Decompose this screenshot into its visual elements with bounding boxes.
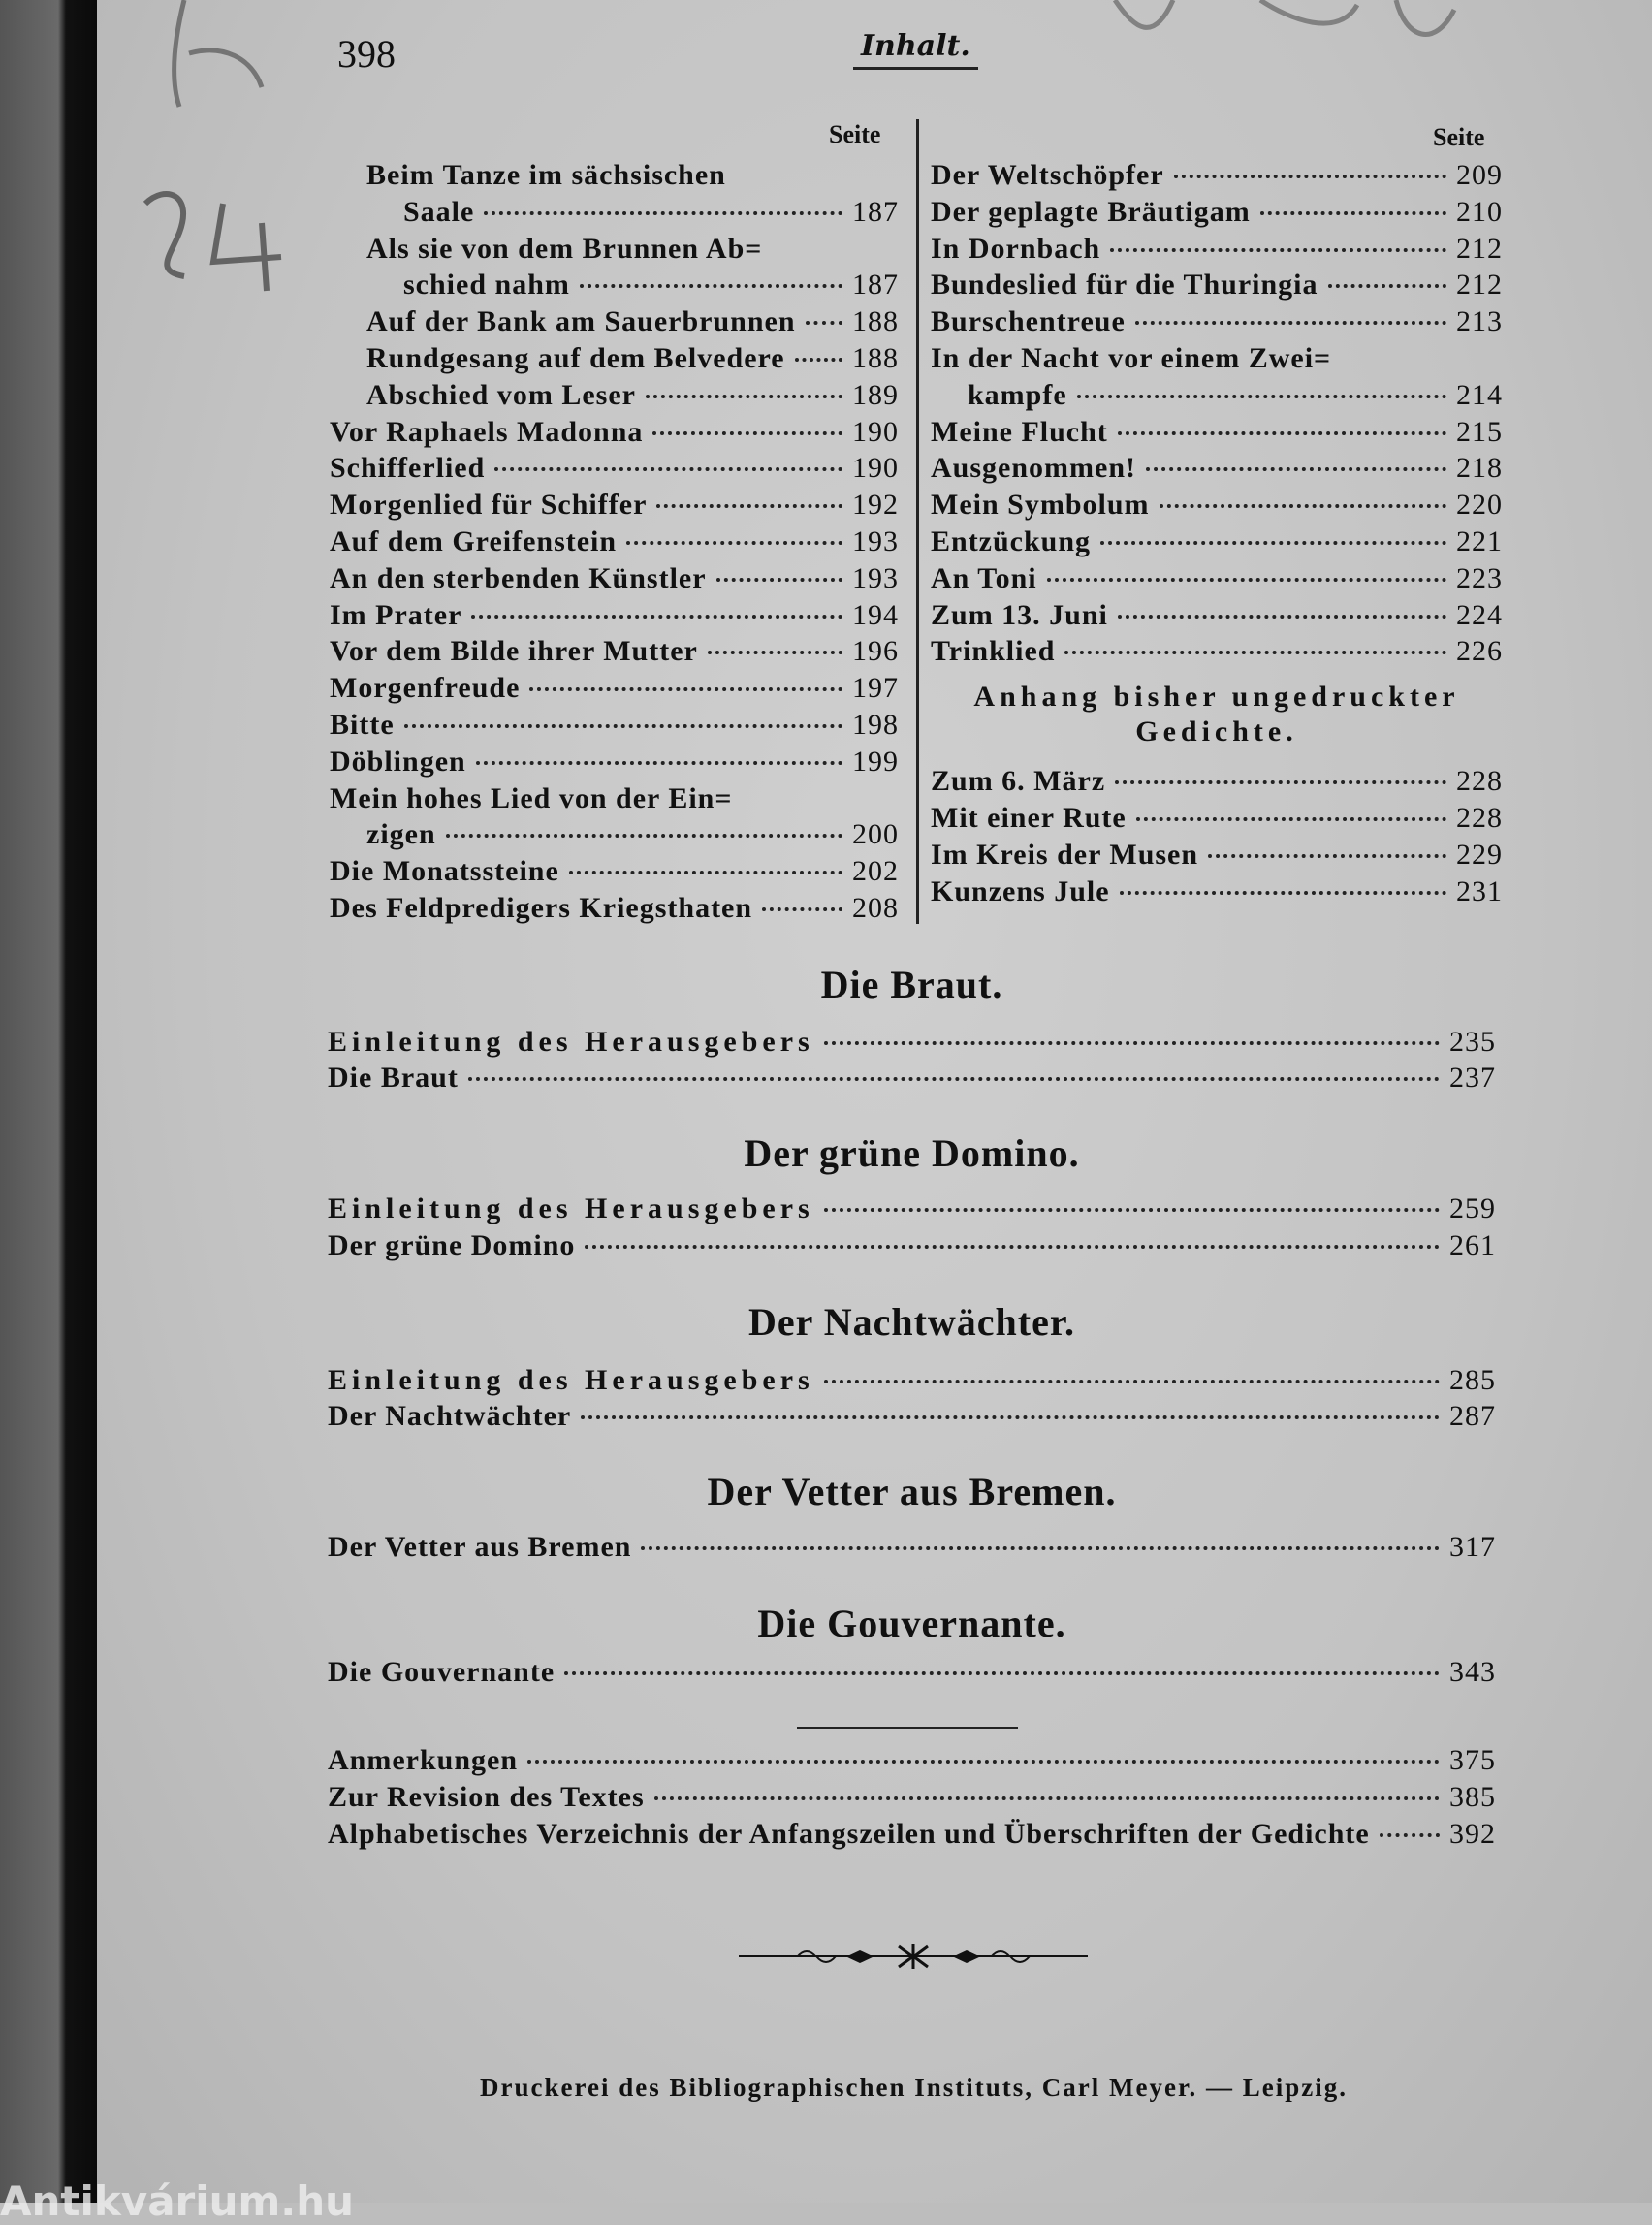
dot-leader: [646, 395, 842, 398]
toc-entry-title: kampfe: [968, 378, 1067, 411]
toc-entry-page: 194: [852, 598, 899, 631]
toc-entry-title: Mein Symbolum: [931, 489, 1150, 522]
dot-leader: [1118, 615, 1446, 619]
dot-leader: [527, 1760, 1440, 1764]
appendix-entry-title: Anmerkungen: [328, 1744, 519, 1776]
toc-entry-page: 221: [1456, 524, 1503, 557]
section-entry-page: 317: [1449, 1531, 1496, 1563]
dot-leader: [1260, 211, 1446, 215]
section-heading: Die Braut.: [820, 963, 1003, 1006]
appendix-entry: [328, 1744, 1496, 1781]
dot-leader: [1174, 175, 1446, 178]
dot-leader: [824, 1208, 1440, 1212]
dot-leader: [1136, 817, 1446, 821]
toc-entry-page: 210: [1456, 195, 1503, 228]
appendix-entry-title: Zur Revision des Textes: [328, 1781, 645, 1813]
dot-leader: [1120, 891, 1446, 895]
dot-leader: [716, 578, 842, 582]
section-entry-page: 259: [1449, 1192, 1496, 1224]
toc-entry-title: Auf dem Greifenstein: [330, 524, 618, 557]
toc-entry-page: 226: [1456, 635, 1503, 668]
dot-leader: [762, 907, 842, 911]
toc-entry: [931, 487, 1503, 524]
dot-leader: [641, 1546, 1440, 1550]
toc-entry: [931, 194, 1503, 231]
dot-leader: [564, 1671, 1440, 1675]
toc-entry-page: 192: [852, 489, 899, 522]
toc-entry: [931, 377, 1503, 414]
toc-entry: [330, 780, 899, 817]
toc-entry: [330, 340, 899, 377]
toc-entry-title: Schifferlied: [330, 452, 486, 485]
seite-label-left: Seite: [829, 120, 881, 148]
dot-leader: [404, 724, 842, 728]
dot-leader: [494, 467, 842, 471]
toc-entry: [330, 633, 899, 670]
toc-entry-page: 215: [1456, 415, 1503, 448]
toc-entry-page: 197: [852, 672, 899, 705]
dot-leader: [471, 615, 842, 619]
section-entry-title: Einleitung des Herausgebers: [328, 1364, 814, 1396]
ornament-divider: [739, 1942, 1088, 1971]
toc-entry: [330, 890, 899, 927]
section-entry-page: 285: [1449, 1364, 1496, 1396]
toc-entry: [931, 800, 1503, 837]
toc-entry-page: 199: [852, 745, 899, 778]
dot-leader: [1160, 504, 1446, 508]
dot-leader: [824, 1380, 1440, 1383]
dot-leader: [626, 541, 842, 545]
dot-leader: [580, 284, 842, 288]
dot-leader: [1047, 578, 1446, 582]
toc-entry-page: 193: [852, 524, 899, 557]
section-entry-title: Die Gouvernante: [328, 1656, 556, 1688]
section-entry-page: 237: [1449, 1062, 1496, 1094]
dot-leader: [1064, 651, 1446, 654]
dot-leader: [446, 834, 842, 838]
dot-leader: [654, 1796, 1440, 1800]
toc-entry-title: Abschied vom Leser: [366, 378, 636, 411]
toc-entry: [931, 763, 1503, 800]
section-heading: Der grüne Domino.: [744, 1131, 1080, 1175]
toc-entry-title: In Dornbach: [931, 232, 1101, 265]
toc-entry-page: 208: [852, 891, 899, 924]
toc-entry-page: 187: [852, 269, 899, 302]
dot-leader: [476, 761, 842, 765]
watermark: Antikvárium.hu: [0, 2177, 355, 2225]
section-entry-title: Der Nachtwächter: [328, 1400, 572, 1432]
toc-entry-title: Burschentreue: [931, 305, 1126, 338]
toc-entry-title: Auf der Bank am Sauerbrunnen: [366, 305, 796, 338]
dot-leader: [656, 504, 842, 508]
printer-imprint: Druckerei des Bibliographischen Instituts, Carl Meyer. — Leipzig.: [480, 2073, 1348, 2102]
section-entry-title: Der Vetter aus Bremen: [328, 1531, 632, 1563]
toc-entry: [330, 487, 899, 524]
toc-entry: [330, 267, 899, 303]
running-head: Inhalt.: [853, 29, 978, 70]
toc-entry-page: 223: [1456, 561, 1503, 594]
toc-entry: [330, 157, 899, 194]
toc-entry: [931, 267, 1503, 303]
toc-entry-title: Zum 6. März: [931, 765, 1106, 798]
page-number: 398: [337, 32, 396, 76]
toc-entry: [931, 837, 1503, 874]
toc-entry-page: 200: [852, 818, 899, 851]
dot-leader: [1118, 431, 1446, 435]
dot-leader: [1208, 854, 1446, 858]
toc-entry-title: Ausgenommen!: [931, 452, 1136, 485]
toc-entry-page: 190: [852, 452, 899, 485]
toc-entry: [931, 303, 1503, 340]
toc-left-column: [330, 157, 899, 927]
toc-entry: [931, 450, 1503, 487]
toc-entry: [931, 874, 1503, 910]
toc-entry: [330, 450, 899, 487]
toc-entry-page: 188: [852, 341, 899, 374]
section-entry-title: Einleitung des Herausgebers: [328, 1026, 814, 1058]
section-entry-page: 343: [1449, 1656, 1496, 1688]
section-entry: [328, 1656, 1496, 1693]
toc-entry-page: 218: [1456, 452, 1503, 485]
section-entry-title: Der grüne Domino: [328, 1229, 576, 1261]
dot-leader: [1100, 541, 1446, 545]
toc-entry-title: Im Prater: [330, 598, 462, 631]
toc-entry: [931, 560, 1503, 597]
dot-leader: [824, 1041, 1440, 1045]
toc-entry-title: Der Weltschöpfer: [931, 159, 1164, 191]
toc-entry-title: Im Kreis der Musen: [931, 838, 1199, 871]
toc-entry-page: 213: [1456, 305, 1503, 338]
appendix-entry: [328, 1818, 1496, 1855]
section-heading: Der Nachtwächter.: [748, 1300, 1075, 1344]
toc-entry: [330, 414, 899, 451]
toc-entry: [330, 853, 899, 890]
toc-entry-title: Trinklied: [931, 635, 1056, 668]
dot-leader: [1328, 284, 1446, 288]
toc-entry-page: 190: [852, 415, 899, 448]
toc-entry-title: Saale: [403, 195, 475, 228]
appendix-entry: [328, 1781, 1496, 1818]
anhang-heading-line: Anhang bisher ungedruckter: [973, 681, 1460, 714]
toc-entry-page: 214: [1456, 378, 1503, 411]
toc-entry: [330, 231, 899, 268]
section-entry-page: 235: [1449, 1026, 1496, 1058]
separator-rule: [797, 1727, 1018, 1729]
toc-entry-page: 188: [852, 305, 899, 338]
toc-entry: [330, 816, 899, 853]
book-binding: [0, 0, 97, 2203]
toc-entry-title: An Toni: [931, 561, 1037, 594]
section-entry-page: 287: [1449, 1400, 1496, 1432]
seite-label-right: Seite: [1433, 123, 1485, 151]
toc-entry-title: Die Monatssteine: [330, 855, 559, 888]
toc-entry: [931, 231, 1503, 268]
dot-leader: [1077, 395, 1446, 398]
dot-leader: [484, 211, 842, 215]
toc-entry: [330, 707, 899, 744]
toc-entry-title: Der geplagte Bräutigam: [931, 195, 1251, 228]
section-entry: [328, 1400, 1496, 1437]
dot-leader: [585, 1245, 1440, 1249]
section-entry-page: 261: [1449, 1229, 1496, 1261]
toc-entry-title: Morgenfreude: [330, 672, 521, 705]
toc-entry-title: schied nahm: [403, 269, 570, 302]
toc-entry-title: An den sterbenden Künstler: [330, 561, 707, 594]
dot-leader: [1146, 467, 1446, 471]
toc-entry-page: 224: [1456, 598, 1503, 631]
toc-entry-page: 209: [1456, 159, 1503, 191]
toc-entry-title: Entzückung: [931, 524, 1092, 557]
toc-entry-page: 212: [1456, 269, 1503, 302]
toc-entry-page: 187: [852, 195, 899, 228]
toc-entry: [931, 414, 1503, 451]
dot-leader: [529, 687, 842, 691]
toc-entry-page: 231: [1456, 874, 1503, 907]
dot-leader: [569, 871, 842, 874]
toc-entry: [931, 157, 1503, 194]
toc-entry: [330, 744, 899, 780]
toc-entry-page: 212: [1456, 232, 1503, 265]
toc-entry-page: 189: [852, 378, 899, 411]
toc-entry-title: Zum 13. Juni: [931, 598, 1108, 631]
toc-entry-title: Bitte: [330, 708, 395, 741]
toc-right-column: [931, 157, 1503, 909]
dot-leader: [581, 1415, 1440, 1419]
section-entry: [328, 1026, 1496, 1063]
toc-entry-title: In der Nacht vor einem Zwei=: [931, 341, 1332, 374]
section-entry: [328, 1364, 1496, 1401]
dot-leader: [1135, 321, 1446, 325]
toc-entry-title: Bundeslied für die Thuringia: [931, 269, 1318, 302]
toc-entry-title: Morgenlied für Schiffer: [330, 489, 648, 522]
toc-entry-page: 196: [852, 635, 899, 668]
toc-entry-page: 198: [852, 708, 899, 741]
toc-entry-title: Kunzens Jule: [931, 874, 1110, 907]
toc-entry-title: Mit einer Rute: [931, 801, 1127, 834]
section-entry-title: Einleitung des Herausgebers: [328, 1192, 814, 1224]
toc-entry: [330, 560, 899, 597]
dot-leader: [795, 358, 842, 362]
dot-leader: [1110, 248, 1446, 252]
dot-leader: [652, 431, 842, 435]
section-entry: [328, 1531, 1496, 1568]
dot-leader: [468, 1077, 1440, 1081]
section-entry: [328, 1229, 1496, 1266]
section-entry: [328, 1192, 1496, 1229]
toc-entry: [330, 194, 899, 231]
toc-entry-title: Döblingen: [330, 745, 466, 778]
toc-entry-page: 202: [852, 855, 899, 888]
toc-entry-title: Des Feldpredigers Kriegsthaten: [330, 891, 753, 924]
section-entry-title: Die Braut: [328, 1062, 459, 1094]
toc-entry: [330, 670, 899, 707]
toc-entry: [330, 597, 899, 634]
toc-entry-title: Als sie von dem Brunnen Ab=: [366, 232, 763, 265]
toc-entry: [931, 597, 1503, 634]
toc-entry-title: Vor dem Bilde ihrer Mutter: [330, 635, 698, 668]
toc-entry-page: 228: [1456, 801, 1503, 834]
appendix-entry-page: 392: [1449, 1818, 1496, 1850]
appendix-entry-page: 385: [1449, 1781, 1496, 1813]
toc-entry: [931, 340, 1503, 377]
toc-entry: [931, 524, 1503, 560]
dot-leader: [1380, 1833, 1440, 1837]
toc-entry-title: zigen: [366, 818, 436, 851]
dot-leader: [708, 651, 842, 654]
toc-entry: [330, 303, 899, 340]
toc-entry: [330, 377, 899, 414]
toc-entry-title: Vor Raphaels Madonna: [330, 415, 644, 448]
toc-entry: [330, 524, 899, 560]
toc-entry-title: Meine Flucht: [931, 415, 1108, 448]
appendix-entry-title: Alphabetisches Verzeichnis der Anfangszeilen und Überschriften der Gedichte: [328, 1818, 1370, 1850]
section-heading: Der Vetter aus Bremen.: [707, 1470, 1117, 1513]
anhang-heading-line: Gedichte.: [1135, 715, 1298, 748]
toc-entry-page: 193: [852, 561, 899, 594]
column-divider: [916, 119, 919, 924]
toc-entry-title: Rundgesang auf dem Belvedere: [366, 341, 785, 374]
toc-entry-page: 229: [1456, 838, 1503, 871]
section-heading: Die Gouvernante.: [757, 1602, 1066, 1645]
toc-entry-title: Beim Tanze im sächsischen: [366, 159, 726, 191]
toc-entry-page: 220: [1456, 489, 1503, 522]
appendix-entry-page: 375: [1449, 1744, 1496, 1776]
toc-entry-title: Mein hohes Lied von der Ein=: [330, 781, 733, 814]
toc-entry-page: 228: [1456, 765, 1503, 798]
dot-leader: [806, 321, 842, 325]
anhang-heading: [931, 680, 1503, 763]
dot-leader: [1115, 780, 1446, 784]
toc-entry: [931, 633, 1503, 670]
section-entry: [328, 1062, 1496, 1098]
